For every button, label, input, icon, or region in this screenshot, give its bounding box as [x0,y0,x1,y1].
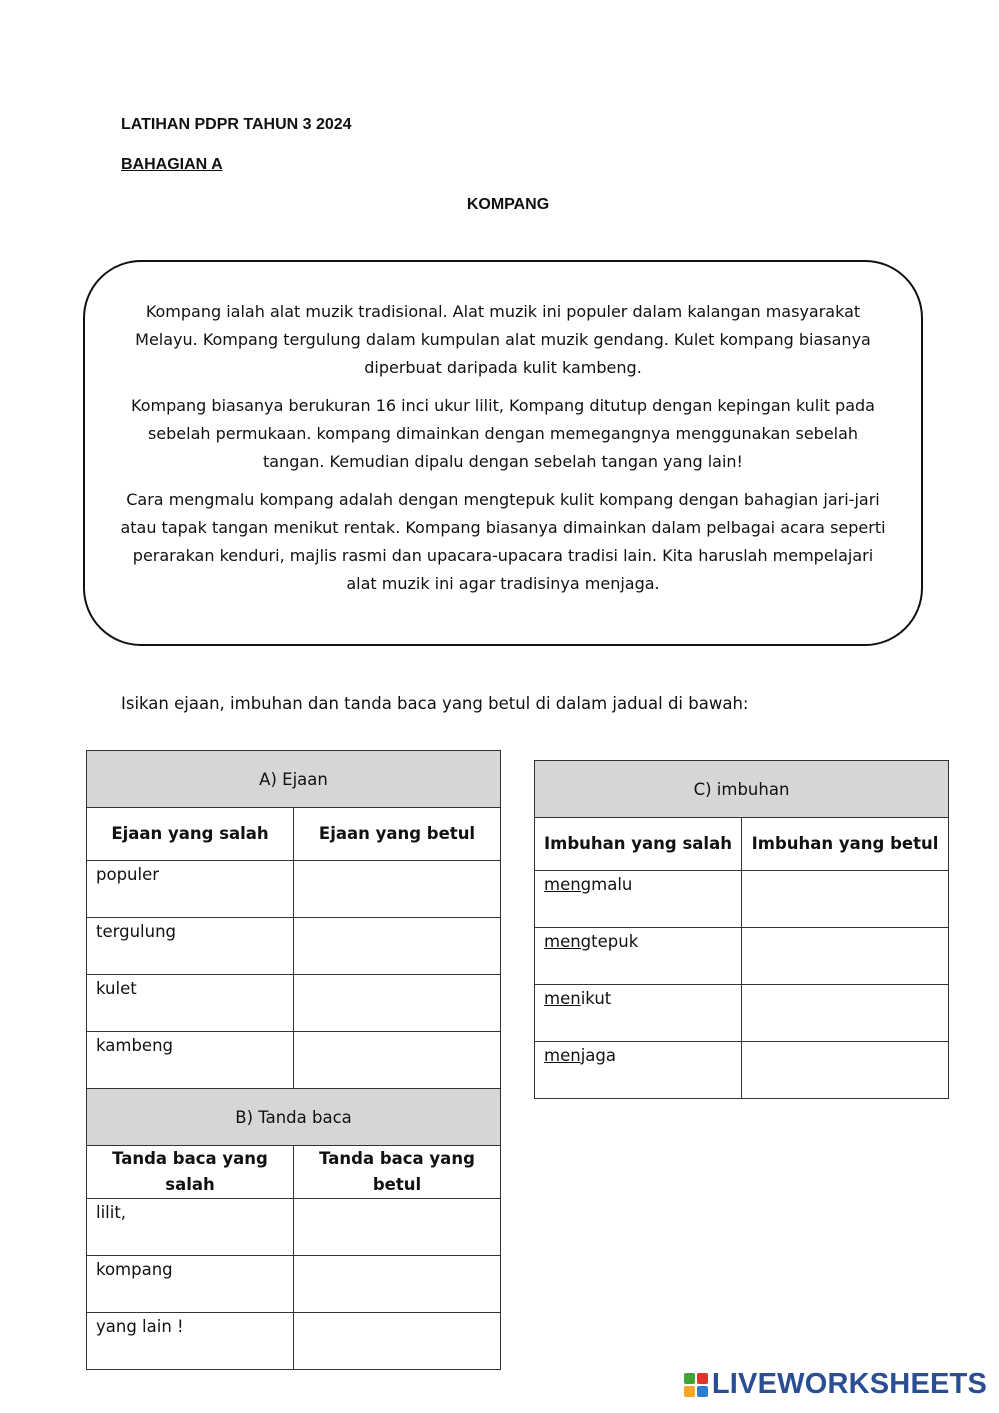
ejaan-answer-input[interactable] [294,975,501,1032]
ejaan-wrong-cell: kulet [87,975,294,1032]
brand-name: LIVEWORKSHEETS [711,1368,987,1400]
imbuhan-wrong-cell [535,928,742,985]
ejaan-wrong-column-header: Ejaan yang salah [87,808,294,861]
imbuhan-root: malu [591,875,633,894]
ejaan-wrong-cell: populer [87,861,294,918]
tanda-baca-right-column-header: Tanda baca yang betul [294,1146,501,1199]
document-title: LATIHAN PDPR TAHUN 3 2024 [121,116,352,133]
imbuhan-right-column-header: Imbuhan yang betul [742,818,949,871]
ejaan-right-column-header: Ejaan yang betul [294,808,501,861]
tanda-baca-answer-input[interactable] [294,1256,501,1313]
imbuhan-root: tepuk [591,932,639,951]
ejaan-answer-input[interactable] [294,1032,501,1089]
logo-square [697,1373,708,1384]
imbuhan-table [534,760,949,1099]
tanda-baca-answer-input[interactable] [294,1199,501,1256]
brand-icon [684,1373,708,1397]
tanda-baca-section-header: B) Tanda baca [87,1089,501,1146]
imbuhan-prefix: men [544,989,581,1008]
imbuhan-answer-input[interactable] [742,928,949,985]
imbuhan-root: ikut [580,989,612,1008]
imbuhan-prefix: men [544,1046,581,1065]
passage-box [83,260,923,646]
imbuhan-wrong-cell [535,1042,742,1099]
imbuhan-wrong-cell [535,871,742,928]
imbuhan-prefix: meng [544,932,592,951]
logo-square [697,1386,708,1397]
liveworksheets-logo [684,1368,987,1401]
imbuhan-section-header: C) imbuhan [535,761,949,818]
ejaan-section-header: A) Ejaan [87,751,501,808]
imbuhan-answer-input[interactable] [742,985,949,1042]
imbuhan-prefix: meng [544,875,592,894]
imbuhan-root: jaga [580,1046,616,1065]
tanda-baca-answer-input[interactable] [294,1313,501,1370]
tanda-baca-wrong-column-header: Tanda baca yang salah [87,1146,294,1199]
passage-paragraph-1: Kompang ialah alat muzik tradisional. Alat muzik ini populer dalam kalangan masyarakat Melayu. Kompang tergulung dalam kumpulan alat muzik gendang. Kulet kompang biasanya diperbuat daripada kulit kambeng. [135,302,871,377]
logo-square [684,1386,695,1397]
passage-title: KOMPANG [466,196,550,213]
ejaan-answer-input[interactable] [294,918,501,975]
section-heading: BAHAGIAN A [121,156,223,173]
ejaan-tanda-baca-table [86,750,501,1370]
imbuhan-answer-input[interactable] [742,1042,949,1099]
tanda-baca-wrong-cell: lilit, [87,1199,294,1256]
logo-square [684,1373,695,1384]
imbuhan-answer-input[interactable] [742,871,949,928]
ejaan-wrong-cell: tergulung [87,918,294,975]
ejaan-wrong-cell: kambeng [87,1032,294,1089]
instruction-text: Isikan ejaan, imbuhan dan tanda baca yang betul di dalam jadual di bawah: [121,694,749,713]
passage-paragraph-3: Cara mengmalu kompang adalah dengan mengtepuk kulit kompang dengan bahagian jari-jari atau tapak tangan menikut rentak. Kompang biasanya dimainkan dalam pelbagai acara seperti perarakan kenduri, majlis rasmi dan upacara-upacara tradisi lain. Kita haruslah mempelajari alat muzik ini agar tradisinya menjaga. [120,490,886,593]
ejaan-answer-input[interactable] [294,861,501,918]
imbuhan-wrong-column-header: Imbuhan yang salah [535,818,742,871]
passage-paragraph-2: Kompang biasanya berukuran 16 inci ukur lilit, Kompang ditutup dengan kepingan kulit pada sebelah permukaan. kompang dimainkan dengan memegangnya menggunakan sebelah tangan. Kemudian dipalu dengan sebelah tangan yang lain! [131,396,875,471]
tanda-baca-wrong-cell: kompang [87,1256,294,1313]
imbuhan-wrong-cell [535,985,742,1042]
tanda-baca-wrong-cell: yang lain ! [87,1313,294,1370]
